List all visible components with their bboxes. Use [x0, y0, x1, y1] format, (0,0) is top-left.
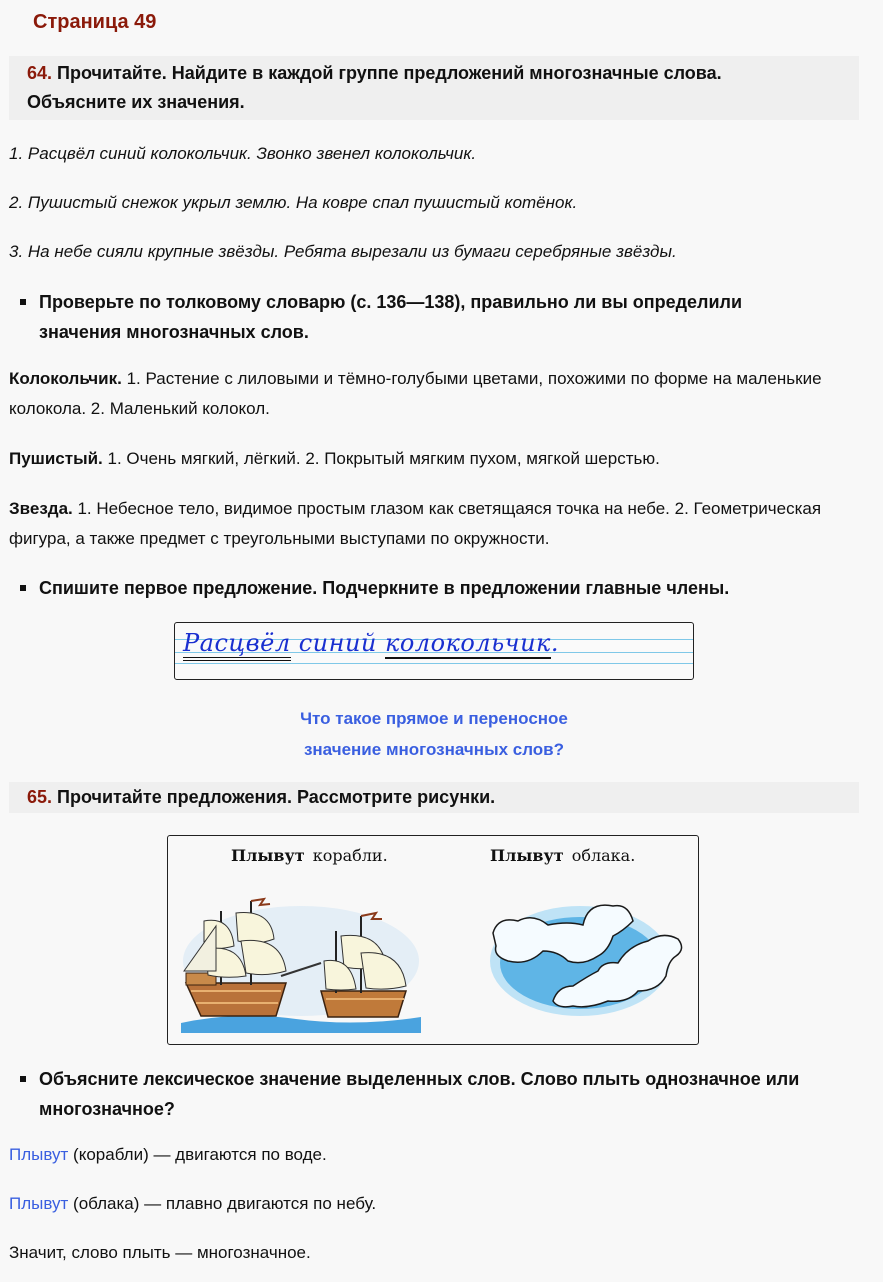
subject-underlined: колокольчик	[385, 629, 551, 657]
conclusion: Значит, слово плыть — многозначное.	[9, 1243, 311, 1262]
definition-text: 1. Растение с лиловыми и тёмно-голубыми цветами, похожими по форме на маленькие колокола. 2. Маленький колокол.	[9, 369, 822, 418]
bullet-text: Проверьте по толковому словарю (с. 136—138), правильно ли вы определили значения многозначных слов.	[39, 292, 743, 342]
bullet-copy-sentence	[20, 573, 850, 603]
handwriting-box	[174, 622, 694, 680]
bullet-icon	[20, 585, 26, 591]
definition-text: 1. Очень мягкий, лёгкий. 2. Покрытый мягким пухом, мягкой шерстью.	[102, 449, 660, 468]
highlighted-word: Плывут	[9, 1145, 69, 1164]
sentence-1: 1. Расцвёл синий колокольчик. Звонко звенел колокольчик.	[9, 144, 477, 163]
definition-term: Звезда.	[9, 499, 73, 518]
task-number: 64.	[27, 63, 53, 83]
link-direct-figurative-meaning[interactable]: Что такое прямое и переносное значение многозначных слов?	[300, 709, 568, 759]
task-number: 65.	[27, 787, 53, 807]
bullet-text: Объясните лексическое значение выделенных слов. Слово плыть однозначное или многозначное?	[39, 1069, 800, 1119]
task-instruction-cont: Объясните их значения.	[27, 92, 245, 112]
highlighted-word: Плывут	[9, 1194, 69, 1213]
sentence-3: 3. На небе сияли крупные звёзды. Ребята вырезали из бумаги серебряные звёзды.	[9, 242, 677, 261]
caption-ships: Плывут корабли.	[231, 846, 388, 865]
page-title: Страница 49	[33, 11, 157, 33]
bullet-icon	[20, 1076, 26, 1082]
definition-term: Пушистый.	[9, 449, 103, 468]
bullet-check-dictionary	[20, 287, 850, 347]
definition-text: 1. Небесное тело, видимое простым глазом как светящаяся точка на небе. 2. Геометрическая фигура, а также предмет с треугольными выступами по окружности.	[9, 499, 822, 548]
definition-kolokolchik	[9, 364, 849, 424]
ruled-line	[175, 663, 693, 664]
answer-ships: Плывут (корабли) — двигаются по воде.	[9, 1145, 327, 1164]
sentence-2: 2. Пушистый снежок укрыл землю. На ковре спал пушистый котёнок.	[9, 193, 578, 212]
bullet-icon	[20, 299, 26, 305]
definition-zvezda	[9, 494, 849, 554]
task-65-header	[9, 782, 859, 813]
predicate-underlined: Расцвёл	[183, 629, 291, 661]
illustration-box	[167, 835, 699, 1045]
task-instruction: Прочитайте. Найдите в каждой группе предложений многозначные слова.	[57, 63, 722, 83]
task-64-header	[9, 56, 859, 120]
definition-term: Колокольчик.	[9, 369, 122, 388]
bullet-text: Спишите первое предложение. Подчеркните в предложении главные члены.	[39, 578, 730, 598]
answer-clouds: Плывут (облака) — плавно двигаются по небу.	[9, 1194, 377, 1213]
handwritten-sentence: Расцвёл синий колокольчик.	[183, 629, 559, 657]
definition-pushisty	[9, 444, 849, 474]
bullet-explain-meaning	[20, 1064, 850, 1124]
caption-clouds: Плывут облака.	[490, 846, 636, 865]
ships-icon	[176, 891, 431, 1036]
task-instruction: Прочитайте предложения. Рассмотрите рисунки.	[57, 787, 496, 807]
clouds-icon	[488, 891, 698, 1031]
